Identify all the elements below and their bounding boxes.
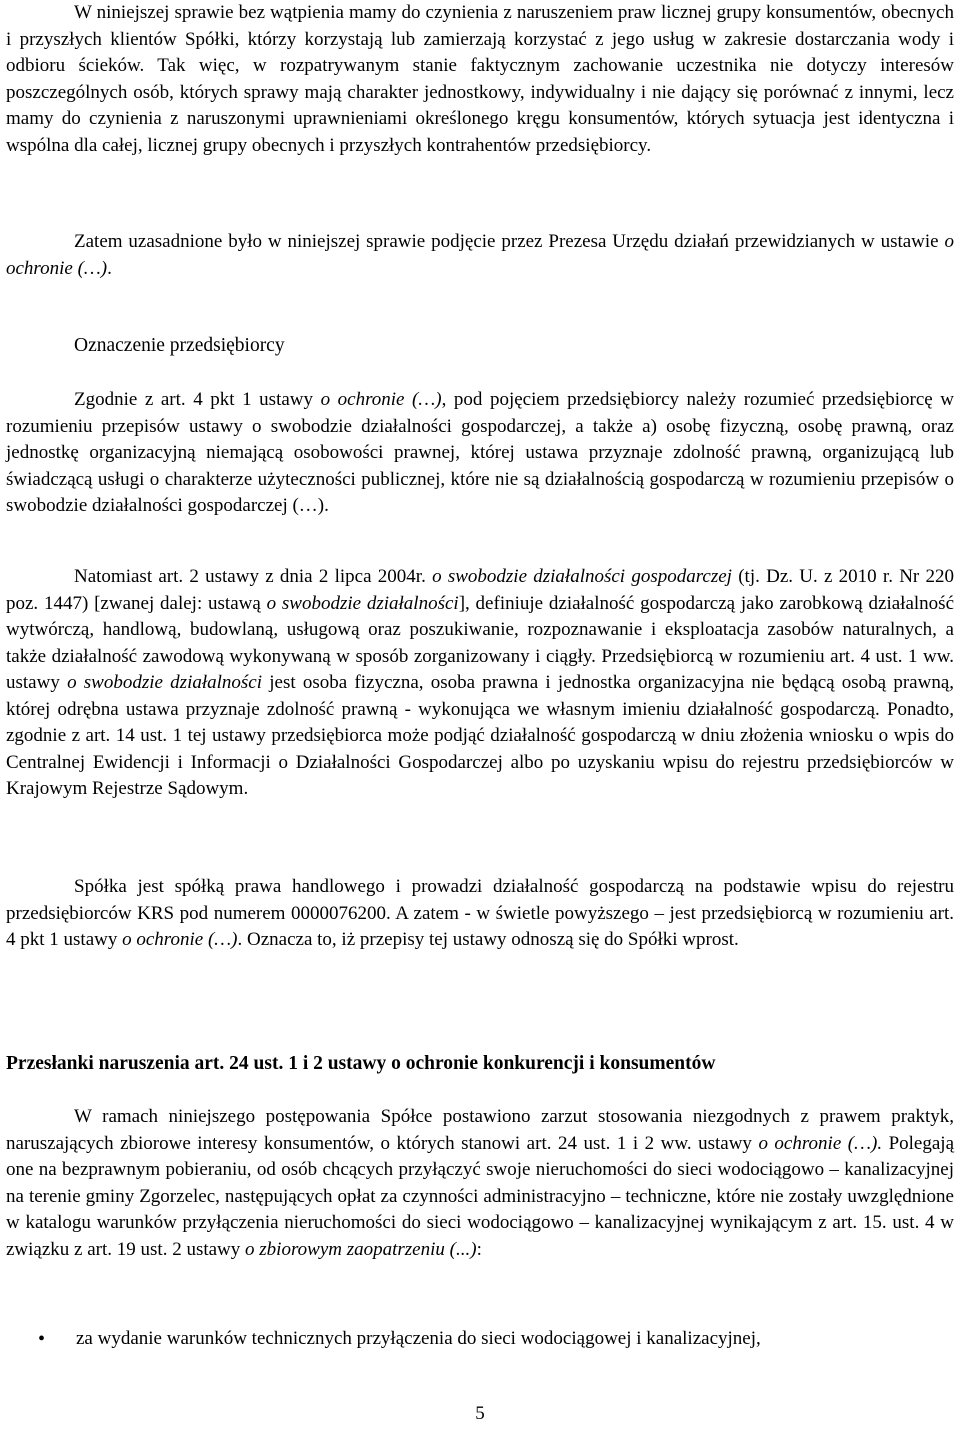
- heading-przeslanki: Przesłanki naruszenia art. 24 ust. 1 i 2 ustawy o ochronie konkurencji i konsumentów: [6, 1053, 716, 1074]
- paragraph-2-end: .: [107, 257, 112, 279]
- heading-oznaczenie: Oznaczenie przedsiębiorcy: [74, 335, 285, 356]
- paragraph-3-b: , pod pojęciem przedsiębiorcy należy rozumieć przedsiębiorcę w rozumieniu przepisów ustawy o swobodzie działalności gospodarczej, a także a) osobę fizyczną, osobę prawną, oraz jednostkę organizacyjną niemającą osobowości prawnej, której ustawa przyznaje zdolność prawną, organizującą lub świadczącą usługi o charakterze użyteczności publicznej, które nie są działalnością gospodarczą w rozumieniu przepisów o swobodzie działalności gospodarczej (…).: [6, 389, 954, 516]
- bullet-dot: •: [38, 1328, 46, 1350]
- bullet-item-text: za wydanie warunków technicznych przyłączenia do sieci wodociągowej i kanalizacyjnej,: [76, 1328, 761, 1349]
- paragraph-6-italic-1: o ochronie (…).: [758, 1132, 883, 1154]
- paragraph-4: [6, 564, 954, 803]
- paragraph-1-text: W niniejszej sprawie bez wątpienia mamy do czynienia z naruszeniem praw licznej grupy konsumentów, obecnych i przyszłych klientów Spółki, którzy korzystają lub zamierzają korzystać z jego usług w zakresie dostarczania wody i odbioru ścieków. Tak więc, w rozpatrywanym stanie faktycznym zachowanie uczestnika nie dotyczy interesów poszczególnych osób, których sprawy mają charakter jednostkowy, indywidualny i nie dający się porównać z innymi, lecz mamy do czynienia z naruszonymi uprawnieniami określonego kręgu konsumentów, których sytuacja jest identyczna i wspólna dla całej, licznej grupy obecnych i przyszłych kontrahentów przedsiębiorcy.: [6, 2, 954, 156]
- paragraph-6-a: W ramach niniejszego postępowania Spółce postawiono zarzut stosowania niezgodnych z prawem praktyk, naruszających zbiorowe interesy konsumentów, o których stanowi art. 24 ust. 1 i 2 ww. ustawy: [6, 1106, 954, 1154]
- paragraph-2: [6, 229, 954, 282]
- paragraph-6-c: :: [476, 1238, 482, 1260]
- paragraph-3-a: Zgodnie z art. 4 pkt 1 ustawy: [74, 389, 321, 410]
- paragraph-4-c: ], definiuje działalność gospodarczą jako zarobkową działalność wytwórczą, handlową, budowlaną, usługową oraz poszukiwanie, rozpoznawanie i eksploatacja zasobów naturalnych, a także działalność zawodową wykonywaną w sposób zorganizowany i ciągły. Przedsiębiorcą w rozumieniu art. 4 ust. 1 ww. ustawy: [6, 592, 955, 693]
- paragraph-4-italic-3: o swobodzie działalności: [67, 672, 263, 693]
- page-number: 5: [475, 1403, 485, 1424]
- paragraph-1: [6, 0, 954, 159]
- paragraph-4-b: (tj. Dz. U. z 2010 r. Nr 220 poz. 1447) [zwanej dalej: ustawą: [6, 566, 954, 614]
- paragraph-6-b: Polegają one na bezprawnym pobieraniu, od osób chcących przyłączyć swoje nieruchomości do sieci wodociągowo – kanalizacyjnej na terenie gminy Zgorzelec, następujących opłat za czynności administracyjno – techniczne, które nie zostały uwzględnione w katalogu warunków przyłączenia nieruchomości do sieci wodociągowo – kanalizacyjnej wynikającym z art. 15. ust. 4 w związku z art. 19 ust. 2 ustawy: [6, 1132, 954, 1260]
- paragraph-6: [6, 1104, 954, 1263]
- paragraph-2-italic: o ochronie (…): [6, 231, 954, 279]
- paragraph-4-italic-1: o swobodzie działalności gospodarczej: [432, 566, 732, 587]
- paragraph-3: [6, 387, 954, 520]
- paragraph-4-d: jest osoba fizyczna, osoba prawna i jednostka organizacyjna nie będącą osobą prawną, której odrębna ustawa przyznaje zdolność prawną - wykonująca we własnym imieniu działalność gospodarczą. Ponadto, zgodnie z art. 14 ust. 1 tej ustawy przedsiębiorca może podjąć działalność gospodarczą w dniu złożenia wniosku o wpis do Centralnej Ewidencji i Informacji o Działalności Gospodarczej albo po uzyskaniu wpisu do rejestru przedsiębiorców w Krajowym Rejestrze Sądowym.: [6, 672, 955, 799]
- paragraph-4-italic-2: o swobodzie działalności: [266, 592, 459, 614]
- paragraph-6-italic-2: o zbiorowym zaopatrzeniu (...): [245, 1238, 477, 1260]
- paragraph-2-text: Zatem uzasadnione było w niniejszej sprawie podjęcie przez Prezesa Urzędu działań przewidzianych w ustawie: [74, 231, 945, 252]
- paragraph-5-italic: o ochronie (…): [122, 929, 238, 950]
- paragraph-5-b: . Oznacza to, iż przepisy tej ustawy odnoszą się do Spółki wprost.: [237, 929, 739, 950]
- paragraph-3-italic: o ochronie (…): [320, 389, 442, 410]
- paragraph-5-a: Spółka jest spółką prawa handlowego i prowadzi działalność gospodarczą na podstawie wpisu do rejestru przedsiębiorców KRS pod numerem 0000076200. A zatem - w świetle powyższego – jest przedsiębiorcą w rozumieniu art. 4 pkt 1 ustawy: [6, 876, 954, 950]
- paragraph-5: [6, 874, 954, 954]
- paragraph-4-a: Natomiast art. 2 ustawy z dnia 2 lipca 2004r.: [74, 566, 433, 587]
